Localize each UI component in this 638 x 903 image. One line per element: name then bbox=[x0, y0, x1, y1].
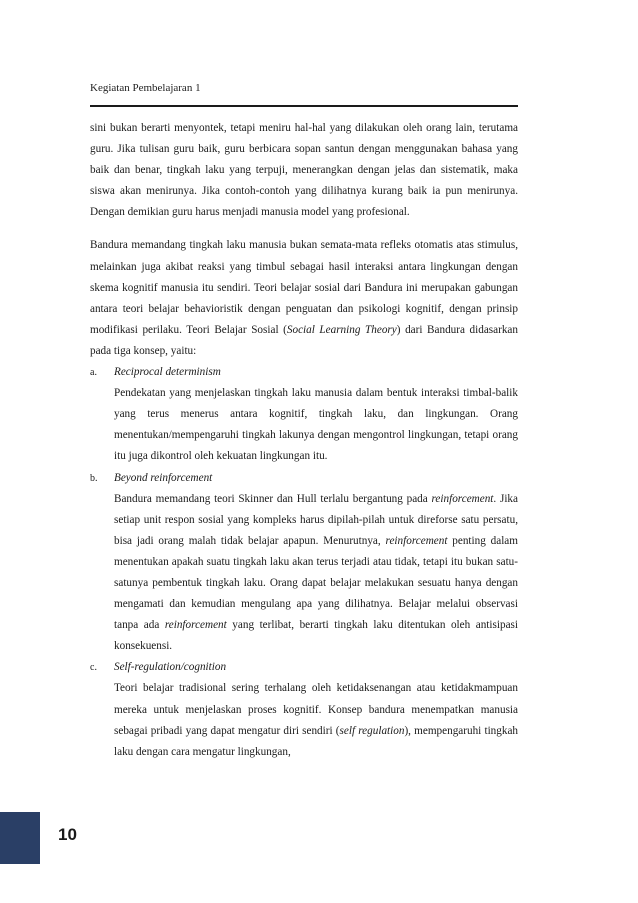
paragraph-2-italic: Social Learning Theory bbox=[286, 323, 397, 336]
page-number: 10 bbox=[58, 825, 77, 844]
paragraph-2-text-a: Bandura memandang tingkah laku manusia bukan semata-mata refleks otomatis atas stimulus, melainkan juga akibat reaksi yang timbul sebagai hasil interaksi antara lingkungan dengan skema kognitif manusia itu sendiri. Teori belajar sosial dari Bandura ini merupakan gabungan antara teori belajar behavioristik dengan penguatan dan psikologi kognitif, dengan prinsip modifikasi perilaku. Teori Belajar Sosial ( bbox=[90, 239, 518, 336]
item-body-text: ), mempengaruhi tingkah laku dengan cara mengatur lingkungan, bbox=[114, 724, 519, 758]
item-body-text: Teori belajar tradisional sering terhalang oleh ketidaksenangan atau ketidakmampuan mereka untuk menjelaskan proses kognitif. Konsep bandura menempatkan manusia sebagai pribadi yang dapat mengatur diri sendiri ( bbox=[114, 682, 518, 737]
item-title: Self-regulation/cognition bbox=[114, 661, 227, 674]
item-body: Pendekatan yang menjelaskan tingkah laku manusia dalam bentuk interaksi timbal-balik yang terus menerus antara kognitif, tingkah laku, dan lingkungan. Orang menentukan/mempengaruhi tingkah lakunya dengan mengontrol lingkungan, tetapi orang itu juga dikontrol oleh kekuatan lingkungan itu. bbox=[114, 387, 518, 463]
item-letter: b. bbox=[90, 472, 98, 484]
item-body-text: yang terlibat, berarti tingkah laku ditentukan oleh antisipasi konsekuensi. bbox=[114, 619, 518, 653]
item-body bbox=[114, 489, 518, 658]
item-body-italic: self regulation bbox=[339, 724, 405, 737]
item-body-italic: reinforcement bbox=[164, 619, 227, 632]
concept-item-c bbox=[90, 657, 518, 762]
paragraph-2-text-b: ) dari Bandura didasarkan pada tiga konsep, yaitu: bbox=[90, 323, 518, 357]
item-body-italic: reinforcement bbox=[385, 534, 448, 547]
concept-item-a-heading bbox=[90, 362, 518, 383]
item-title: Beyond reinforcement bbox=[114, 471, 213, 484]
page-tab-decoration bbox=[0, 812, 40, 864]
concept-item-c-heading bbox=[90, 657, 518, 678]
running-header: Kegiatan Pembelajaran 1 bbox=[90, 82, 201, 94]
paragraph-2 bbox=[90, 235, 518, 362]
item-letter: c. bbox=[90, 662, 97, 674]
item-body-text: penting dalam menentukan apakah suatu tingkah laku akan terus terjadi atau tidak, tetapi itu bukan satu-satunya pembentuk tingkah laku. Orang dapat belajar melakukan sesuatu hanya dengan mengamati dan kemudian mengulang apa yang dilihatnya. Belajar melalui observasi tanpa ada bbox=[114, 534, 518, 632]
concept-item-b-heading bbox=[90, 468, 518, 489]
item-body-italic: reinforcement bbox=[431, 492, 494, 505]
paragraph-1: sini bukan berarti menyontek, tetapi meniru hal-hal yang dilakukan oleh orang lain, terutama guru. Jika tulisan guru baik, guru berbicara sopan santun dengan menggunakan bahasa yang baik dan benar, tingkah laku yang terpuji, menerangkan dengan jelas dan sistematik, maka siswa akan menirunya. Jika contoh-contoh yang dilihatnya kurang baik ia pun menirunya. Dengan demikian guru harus menjadi manusia model yang profesional. bbox=[90, 122, 518, 219]
page-body bbox=[90, 118, 518, 763]
concept-item-b bbox=[90, 468, 518, 658]
item-body-text: . Jika setiap unit respon sosial yang kompleks harus dipilah-pilah untuk direforse satu persatu, bisa jadi orang malah tidak belajar apapun. Menurutnya, bbox=[114, 492, 518, 547]
item-letter: a. bbox=[90, 367, 97, 379]
concept-item-a bbox=[90, 362, 518, 467]
header-rule bbox=[90, 105, 518, 107]
item-body bbox=[114, 678, 518, 762]
item-title: Reciprocal determinism bbox=[114, 366, 221, 379]
item-body-text: Bandura memandang teori Skinner dan Hull terlalu bergantung pada bbox=[114, 492, 432, 505]
